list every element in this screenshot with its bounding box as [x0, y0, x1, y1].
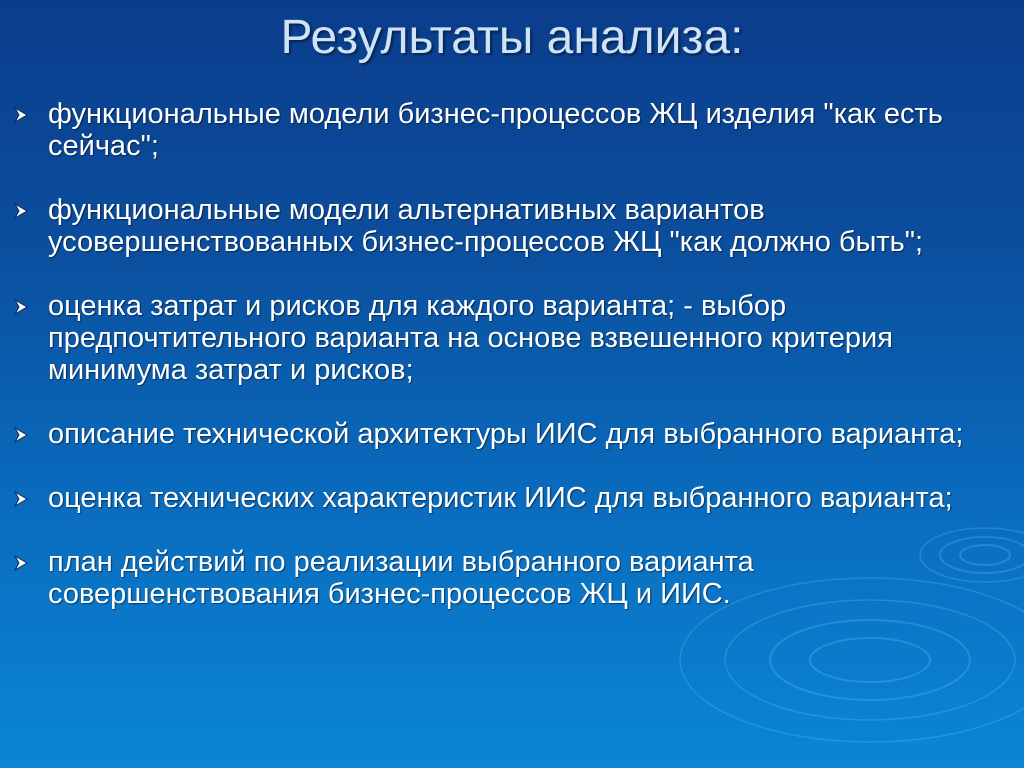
list-item: [10, 546, 1000, 610]
arrow-bullet-icon: [12, 554, 30, 572]
arrow-bullet-icon: [12, 202, 30, 220]
bullet-text: функциональные модели альтернативных вариантов усовершенствованных бизнес-процессов ЖЦ "как должно быть";: [48, 194, 924, 258]
bullet-text: оценка затрат и рисков для каждого варианта; - выбор предпочтительного варианта на основе взвешенного критерия минимума затрат и рисков;: [48, 290, 893, 386]
bullet-text: описание технической архитектуры ИИС для выбранного варианта;: [48, 418, 964, 450]
bullet-text: функциональные модели бизнес-процессов ЖЦ изделия "как есть сейчас";: [48, 98, 943, 162]
arrow-bullet-icon: [12, 426, 30, 444]
slide-title: Результаты анализа:: [280, 11, 744, 64]
list-item: [10, 418, 1000, 450]
bullet-text: оценка технических характеристик ИИС для выбранного варианта;: [48, 482, 953, 514]
results-bullet-list: [10, 98, 1000, 610]
list-item: [10, 290, 1000, 386]
arrow-bullet-icon: [12, 298, 30, 316]
bullet-text: план действий по реализации выбранного варианта совершенствования бизнес-процессов ЖЦ и ИИС.: [48, 546, 754, 610]
arrow-bullet-icon: [12, 490, 30, 508]
list-item: [10, 194, 1000, 258]
arrow-bullet-icon: [12, 106, 30, 124]
list-item: [10, 482, 1000, 514]
list-item: [10, 98, 1000, 162]
